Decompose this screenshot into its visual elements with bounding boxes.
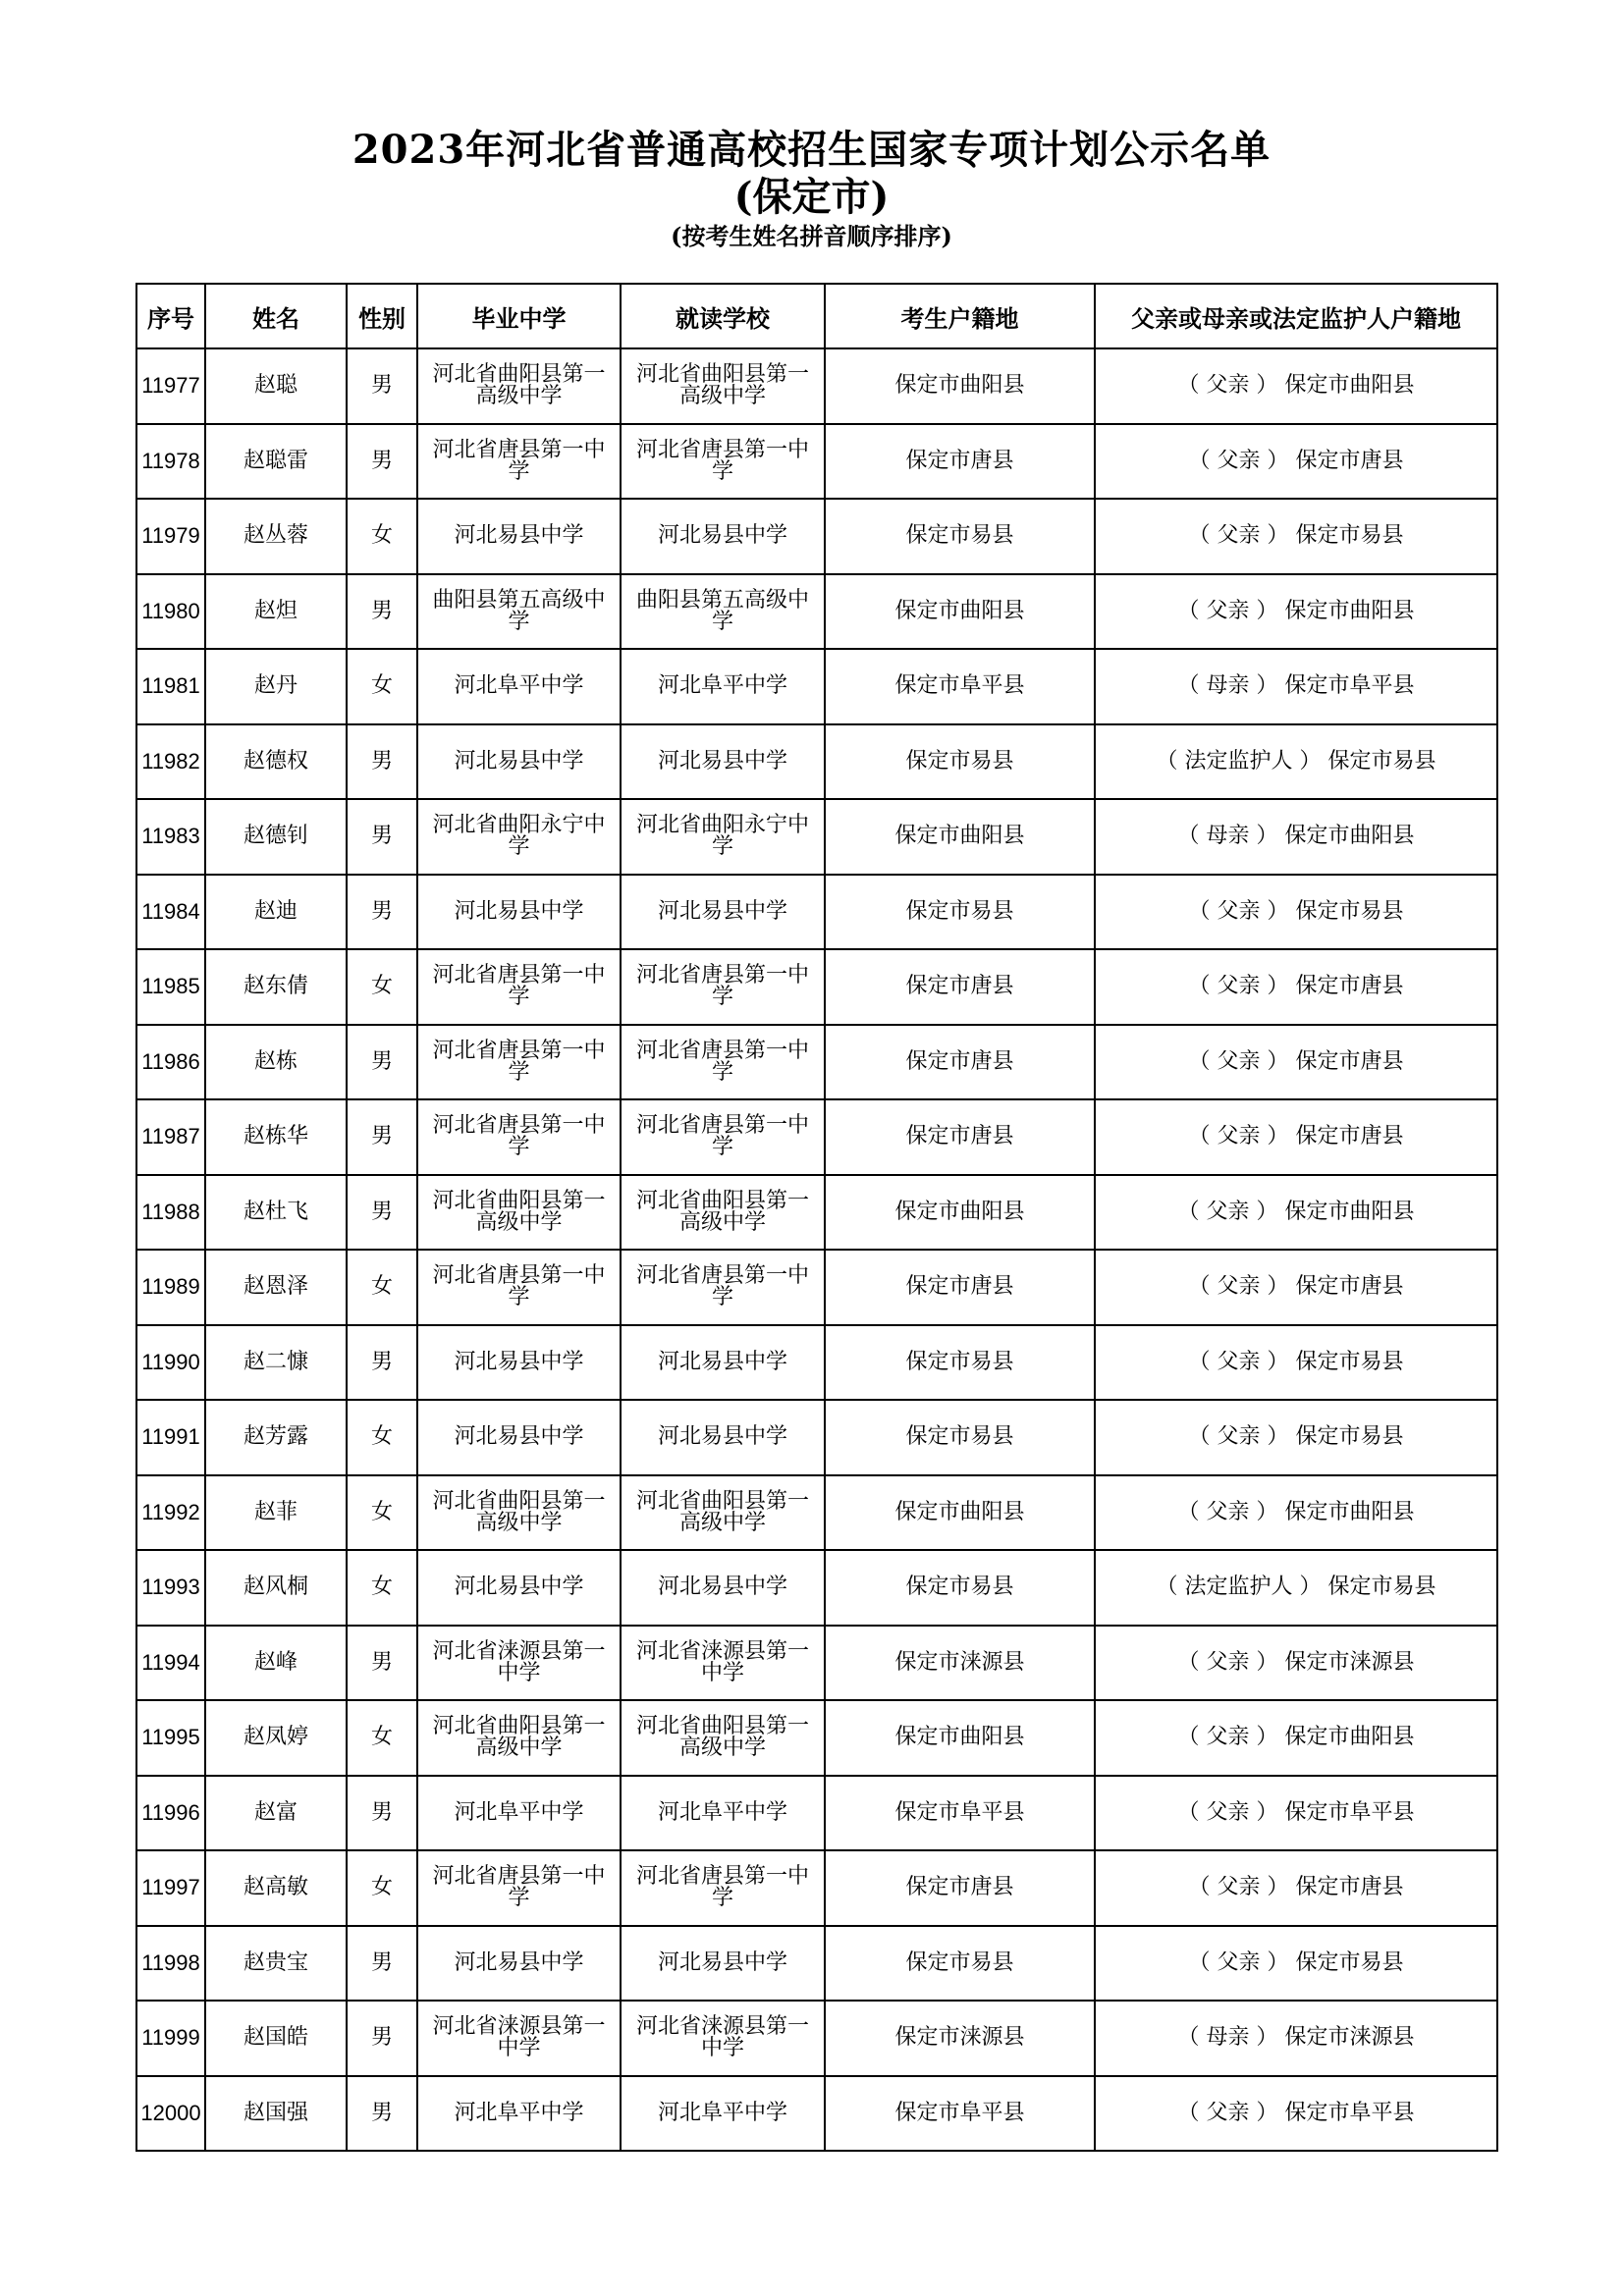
cell-guardian-hukou: （ 父亲 ） 保定市阜平县 (1095, 2076, 1497, 2152)
cell-current-school: 河北易县中学 (621, 499, 825, 574)
cell-guardian-hukou: （ 父亲 ） 保定市唐县 (1095, 949, 1497, 1025)
cell-name: 赵二慷 (205, 1325, 347, 1401)
cell-name: 赵贵宝 (205, 1926, 347, 2002)
cell-student-hukou: 保定市曲阳县 (825, 348, 1095, 424)
cell-graduated-school: 河北易县中学 (417, 1325, 621, 1401)
cell-guardian-hukou: （ 父亲 ） 保定市涞源县 (1095, 1626, 1497, 1701)
table-row (136, 1475, 1497, 1551)
cell-serial: 11991 (136, 1400, 205, 1475)
cell-current-school: 河北省曲阳永宁中学 (621, 799, 825, 875)
table-row (136, 949, 1497, 1025)
cell-serial: 11978 (136, 424, 205, 500)
cell-student-hukou: 保定市阜平县 (825, 649, 1095, 724)
cell-student-hukou: 保定市唐县 (825, 1850, 1095, 1926)
cell-name: 赵东倩 (205, 949, 347, 1025)
cell-student-hukou: 保定市易县 (825, 499, 1095, 574)
roster-table (135, 283, 1498, 2152)
cell-serial: 11992 (136, 1475, 205, 1551)
cell-name: 赵栋华 (205, 1099, 347, 1175)
column-header-student-hukou: 考生户籍地 (825, 284, 1095, 348)
cell-graduated-school: 河北省唐县第一中学 (417, 424, 621, 500)
column-header-gender: 性别 (347, 284, 417, 348)
cell-student-hukou: 保定市易县 (825, 875, 1095, 950)
cell-graduated-school: 河北易县中学 (417, 1400, 621, 1475)
table-row (136, 499, 1497, 574)
cell-current-school: 曲阳县第五高级中学 (621, 574, 825, 650)
cell-graduated-school: 河北省曲阳县第一高级中学 (417, 1475, 621, 1551)
cell-graduated-school: 河北省涞源县第一中学 (417, 1626, 621, 1701)
cell-current-school: 河北易县中学 (621, 1550, 825, 1626)
cell-serial: 11984 (136, 875, 205, 950)
cell-name: 赵国强 (205, 2076, 347, 2152)
cell-student-hukou: 保定市易县 (825, 724, 1095, 800)
cell-serial: 11989 (136, 1250, 205, 1325)
cell-student-hukou: 保定市曲阳县 (825, 1475, 1095, 1551)
cell-gender: 男 (347, 1099, 417, 1175)
table-row (136, 1626, 1497, 1701)
cell-current-school: 河北省唐县第一中学 (621, 1025, 825, 1100)
cell-current-school: 河北易县中学 (621, 1325, 825, 1401)
document-subtitle: (保定市) (733, 174, 890, 220)
table-row (136, 348, 1497, 424)
column-header-guardian-hukou: 父亲或母亲或法定监护人户籍地 (1095, 284, 1497, 348)
table-row (136, 1700, 1497, 1776)
table-row (136, 1926, 1497, 2002)
document-header (0, 126, 1623, 253)
cell-graduated-school: 河北易县中学 (417, 1926, 621, 2002)
cell-guardian-hukou: （ 法定监护人 ） 保定市易县 (1095, 1550, 1497, 1626)
cell-current-school: 河北省曲阳县第一高级中学 (621, 1175, 825, 1251)
cell-graduated-school: 河北省唐县第一中学 (417, 949, 621, 1025)
cell-current-school: 河北易县中学 (621, 1926, 825, 2002)
cell-gender: 男 (347, 348, 417, 424)
cell-graduated-school: 河北阜平中学 (417, 1776, 621, 1851)
table-row (136, 2076, 1497, 2152)
cell-name: 赵迪 (205, 875, 347, 950)
cell-graduated-school: 曲阳县第五高级中学 (417, 574, 621, 650)
cell-guardian-hukou: （ 父亲 ） 保定市唐县 (1095, 424, 1497, 500)
cell-student-hukou: 保定市曲阳县 (825, 574, 1095, 650)
cell-student-hukou: 保定市曲阳县 (825, 1700, 1095, 1776)
cell-serial: 11986 (136, 1025, 205, 1100)
table-row (136, 424, 1497, 500)
cell-guardian-hukou: （ 父亲 ） 保定市唐县 (1095, 1025, 1497, 1100)
cell-serial: 11999 (136, 2001, 205, 2076)
cell-guardian-hukou: （ 父亲 ） 保定市易县 (1095, 1926, 1497, 2002)
cell-current-school: 河北省唐县第一中学 (621, 949, 825, 1025)
cell-current-school: 河北阜平中学 (621, 649, 825, 724)
table-row (136, 2001, 1497, 2076)
cell-graduated-school: 河北省曲阳县第一高级中学 (417, 1700, 621, 1776)
cell-name: 赵炟 (205, 574, 347, 650)
cell-graduated-school: 河北省唐县第一中学 (417, 1099, 621, 1175)
column-header-current-school: 就读学校 (621, 284, 825, 348)
cell-serial: 11995 (136, 1700, 205, 1776)
cell-name: 赵国皓 (205, 2001, 347, 2076)
cell-current-school: 河北省涞源县第一中学 (621, 2001, 825, 2076)
cell-student-hukou: 保定市阜平县 (825, 2076, 1095, 2152)
table-row (136, 1175, 1497, 1251)
cell-name: 赵德权 (205, 724, 347, 800)
cell-name: 赵峰 (205, 1626, 347, 1701)
cell-serial: 12000 (136, 2076, 205, 2152)
cell-student-hukou: 保定市唐县 (825, 949, 1095, 1025)
cell-graduated-school: 河北阜平中学 (417, 649, 621, 724)
cell-student-hukou: 保定市易县 (825, 1550, 1095, 1626)
cell-student-hukou: 保定市唐县 (825, 1250, 1095, 1325)
cell-name: 赵聪 (205, 348, 347, 424)
cell-guardian-hukou: （ 父亲 ） 保定市易县 (1095, 1400, 1497, 1475)
column-header-graduated-school: 毕业中学 (417, 284, 621, 348)
cell-serial: 11998 (136, 1926, 205, 2002)
cell-guardian-hukou: （ 母亲 ） 保定市阜平县 (1095, 649, 1497, 724)
cell-graduated-school: 河北省曲阳县第一高级中学 (417, 1175, 621, 1251)
cell-current-school: 河北易县中学 (621, 875, 825, 950)
cell-gender: 女 (347, 949, 417, 1025)
cell-current-school: 河北省曲阳县第一高级中学 (621, 1475, 825, 1551)
cell-gender: 男 (347, 1776, 417, 1851)
cell-gender: 女 (347, 1250, 417, 1325)
cell-student-hukou: 保定市曲阳县 (825, 799, 1095, 875)
cell-guardian-hukou: （ 父亲 ） 保定市阜平县 (1095, 1776, 1497, 1851)
cell-current-school: 河北阜平中学 (621, 1776, 825, 1851)
table-row (136, 1776, 1497, 1851)
table-row (136, 574, 1497, 650)
cell-guardian-hukou: （ 母亲 ） 保定市曲阳县 (1095, 799, 1497, 875)
cell-guardian-hukou: （ 父亲 ） 保定市唐县 (1095, 1250, 1497, 1325)
cell-student-hukou: 保定市易县 (825, 1926, 1095, 2002)
cell-graduated-school: 河北省曲阳县第一高级中学 (417, 348, 621, 424)
cell-student-hukou: 保定市曲阳县 (825, 1175, 1095, 1251)
cell-gender: 男 (347, 2076, 417, 2152)
cell-serial: 11994 (136, 1626, 205, 1701)
cell-name: 赵凤婷 (205, 1700, 347, 1776)
cell-guardian-hukou: （ 父亲 ） 保定市曲阳县 (1095, 574, 1497, 650)
cell-name: 赵芳露 (205, 1400, 347, 1475)
cell-gender: 男 (347, 2001, 417, 2076)
cell-gender: 男 (347, 1325, 417, 1401)
cell-gender: 女 (347, 649, 417, 724)
document-title: 2023年河北省普通高校招生国家专项计划公示名单 (352, 127, 1271, 173)
table-row (136, 1400, 1497, 1475)
cell-student-hukou: 保定市涞源县 (825, 1626, 1095, 1701)
cell-graduated-school: 河北省唐县第一中学 (417, 1250, 621, 1325)
cell-serial: 11997 (136, 1850, 205, 1926)
table-body (136, 348, 1497, 2151)
cell-name: 赵杜飞 (205, 1175, 347, 1251)
cell-current-school: 河北阜平中学 (621, 2076, 825, 2152)
cell-student-hukou: 保定市唐县 (825, 1099, 1095, 1175)
cell-guardian-hukou: （ 母亲 ） 保定市涞源县 (1095, 2001, 1497, 2076)
cell-name: 赵高敏 (205, 1850, 347, 1926)
cell-current-school: 河北省唐县第一中学 (621, 1099, 825, 1175)
cell-gender: 男 (347, 574, 417, 650)
cell-student-hukou: 保定市唐县 (825, 1025, 1095, 1100)
sort-note: (按考生姓名拼音顺序排序) (671, 222, 952, 250)
cell-gender: 男 (347, 875, 417, 950)
cell-serial: 11985 (136, 949, 205, 1025)
cell-serial: 11990 (136, 1325, 205, 1401)
cell-student-hukou: 保定市易县 (825, 1400, 1095, 1475)
cell-guardian-hukou: （ 父亲 ） 保定市曲阳县 (1095, 1475, 1497, 1551)
cell-gender: 男 (347, 1926, 417, 2002)
cell-gender: 男 (347, 424, 417, 500)
cell-serial: 11993 (136, 1550, 205, 1626)
cell-gender: 女 (347, 1400, 417, 1475)
cell-serial: 11987 (136, 1099, 205, 1175)
cell-graduated-school: 河北省唐县第一中学 (417, 1025, 621, 1100)
cell-student-hukou: 保定市涞源县 (825, 2001, 1095, 2076)
cell-serial: 11983 (136, 799, 205, 875)
cell-name: 赵菲 (205, 1475, 347, 1551)
table-row (136, 875, 1497, 950)
cell-gender: 女 (347, 499, 417, 574)
cell-serial: 11977 (136, 348, 205, 424)
cell-gender: 男 (347, 799, 417, 875)
cell-gender: 女 (347, 1475, 417, 1551)
table-row (136, 1025, 1497, 1100)
cell-guardian-hukou: （ 父亲 ） 保定市唐县 (1095, 1850, 1497, 1926)
cell-graduated-school: 河北易县中学 (417, 724, 621, 800)
cell-serial: 11988 (136, 1175, 205, 1251)
cell-gender: 男 (347, 724, 417, 800)
cell-guardian-hukou: （ 父亲 ） 保定市曲阳县 (1095, 348, 1497, 424)
cell-graduated-school: 河北易县中学 (417, 1550, 621, 1626)
cell-name: 赵恩泽 (205, 1250, 347, 1325)
table-row (136, 799, 1497, 875)
table-header-row (136, 284, 1497, 348)
table-row (136, 1099, 1497, 1175)
cell-student-hukou: 保定市唐县 (825, 424, 1095, 500)
cell-name: 赵栋 (205, 1025, 347, 1100)
cell-gender: 男 (347, 1175, 417, 1251)
table-row (136, 1325, 1497, 1401)
cell-gender: 女 (347, 1550, 417, 1626)
cell-name: 赵丛蓉 (205, 499, 347, 574)
cell-current-school: 河北省唐县第一中学 (621, 1250, 825, 1325)
cell-serial: 11982 (136, 724, 205, 800)
cell-guardian-hukou: （ 法定监护人 ） 保定市易县 (1095, 724, 1497, 800)
cell-guardian-hukou: （ 父亲 ） 保定市曲阳县 (1095, 1175, 1497, 1251)
cell-guardian-hukou: （ 父亲 ） 保定市曲阳县 (1095, 1700, 1497, 1776)
cell-current-school: 河北省涞源县第一中学 (621, 1626, 825, 1701)
cell-name: 赵富 (205, 1776, 347, 1851)
cell-current-school: 河北省唐县第一中学 (621, 424, 825, 500)
column-header-serial: 序号 (136, 284, 205, 348)
cell-gender: 男 (347, 1025, 417, 1100)
cell-name: 赵风桐 (205, 1550, 347, 1626)
cell-student-hukou: 保定市阜平县 (825, 1776, 1095, 1851)
cell-guardian-hukou: （ 父亲 ） 保定市易县 (1095, 1325, 1497, 1401)
cell-graduated-school: 河北易县中学 (417, 875, 621, 950)
cell-current-school: 河北省唐县第一中学 (621, 1850, 825, 1926)
cell-current-school: 河北易县中学 (621, 1400, 825, 1475)
column-header-name: 姓名 (205, 284, 347, 348)
cell-graduated-school: 河北省涞源县第一中学 (417, 2001, 621, 2076)
cell-name: 赵丹 (205, 649, 347, 724)
cell-graduated-school: 河北省曲阳永宁中学 (417, 799, 621, 875)
cell-serial: 11981 (136, 649, 205, 724)
table-row (136, 1850, 1497, 1926)
cell-current-school: 河北易县中学 (621, 724, 825, 800)
cell-serial: 11980 (136, 574, 205, 650)
cell-name: 赵德钊 (205, 799, 347, 875)
cell-gender: 男 (347, 1626, 417, 1701)
cell-guardian-hukou: （ 父亲 ） 保定市唐县 (1095, 1099, 1497, 1175)
cell-gender: 女 (347, 1700, 417, 1776)
cell-current-school: 河北省曲阳县第一高级中学 (621, 1700, 825, 1776)
table-row (136, 1550, 1497, 1626)
cell-graduated-school: 河北易县中学 (417, 499, 621, 574)
cell-guardian-hukou: （ 父亲 ） 保定市易县 (1095, 875, 1497, 950)
cell-graduated-school: 河北省唐县第一中学 (417, 1850, 621, 1926)
cell-guardian-hukou: （ 父亲 ） 保定市易县 (1095, 499, 1497, 574)
cell-gender: 女 (347, 1850, 417, 1926)
table-row (136, 724, 1497, 800)
cell-student-hukou: 保定市易县 (825, 1325, 1095, 1401)
table-row (136, 1250, 1497, 1325)
table-row (136, 649, 1497, 724)
cell-serial: 11996 (136, 1776, 205, 1851)
cell-name: 赵聪雷 (205, 424, 347, 500)
cell-current-school: 河北省曲阳县第一高级中学 (621, 348, 825, 424)
cell-graduated-school: 河北阜平中学 (417, 2076, 621, 2152)
cell-serial: 11979 (136, 499, 205, 574)
